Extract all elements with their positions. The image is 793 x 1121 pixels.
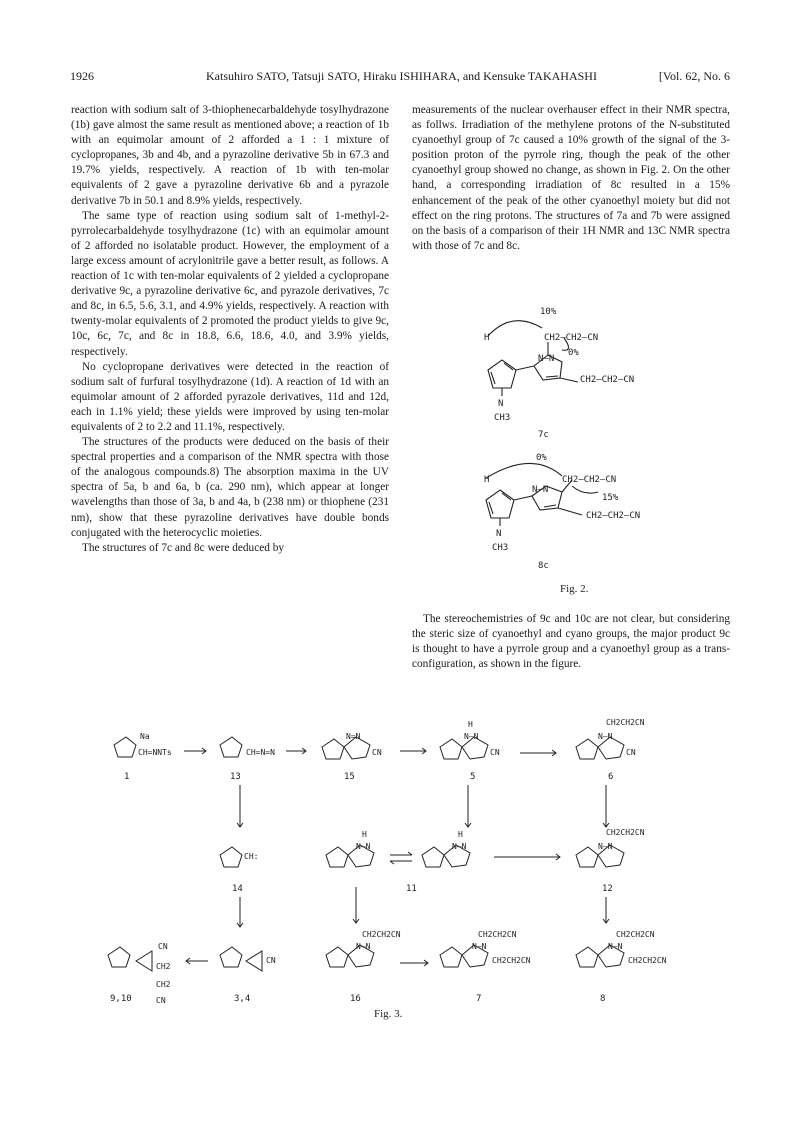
left-column <box>71 103 389 556</box>
na-label: Na <box>140 732 150 741</box>
chain-16-label: CH2CH2CN <box>362 930 401 939</box>
nn-5-label: N—N <box>464 732 479 741</box>
h-label-7c: H <box>484 333 490 343</box>
noe-15-label: 15% <box>602 493 619 503</box>
fig2-caption: Fig. 2. <box>560 583 589 595</box>
fig3-caption: Fig. 3. <box>374 1008 403 1020</box>
nn-label-8c: N—N <box>532 485 549 495</box>
nn-11a-label: N—N <box>356 842 371 851</box>
compound-label: 6 <box>608 772 614 782</box>
compound-label: 16 <box>350 994 361 1004</box>
ch3-label-8c: CH3 <box>492 543 509 553</box>
chain-top-7c: CH2—CH2—CN <box>544 333 599 343</box>
noe-10-label: 10% <box>540 307 557 317</box>
nn-16-label: N—N <box>356 942 371 951</box>
figure-2 <box>412 300 730 605</box>
compound-label: 9,10 <box>110 994 132 1004</box>
noe-0a-label: 0% <box>568 348 579 358</box>
left-paragraph-1: reaction with sodium salt of 3-thiophenecarbaldehyde tosylhydrazone (1b) gave almost the same result as mentioned above; a reaction of 1b with an equimolar amount of 2 afforded a 1 : 1 mixture of cyclopropanes, 3b and 4b, and a pyrazoline derivative 5b in 67.3 and 19.7% yields, respectively. A reaction of 1b with ten-molar equivalents of 2 gave a pyrazoline derivative 6b and a pyrazole derivative 7b in 50.1 and 8.9% yields, respectively. <box>71 104 389 207</box>
ch2b-9-label: CH2 <box>156 980 171 989</box>
label-7c: 7c <box>538 430 549 440</box>
chain-8-label: CH2CH2CN <box>616 930 655 939</box>
chain-right-7c: CH2—CH2—CN <box>580 375 635 385</box>
nn-7-label: N—N <box>472 942 487 951</box>
right-paragraph-1: measurements of the nuclear overhauser effect in their NMR spectra, as follws. Irradiation of the methylene protons of the N-substituted cyanoethyl group of 7c caused a 10% growth of the signal of the 3-position proton of the pyrrole ring, though the peak of the other cyanoethyl group showed no change, as shown in Fig. 2. On the other hand, a corresponding irradiation of 8c resulted in a 15% enhancement of the peak of the other cyanoethyl moiety but did not effect on the ring protons. The structures of 7a and 7b were assigned on the basis of a comparison of their 1H NMR and 13C NMR spectra with those of 7c and 8c. <box>412 104 730 252</box>
noe-0b-label: 0% <box>536 453 547 463</box>
ch2a-9-label: CH2 <box>156 962 171 971</box>
chain-top-8c: CH2—CH2—CN <box>562 475 617 485</box>
author-line: Katsuhiro SATO, Tatsuji SATO, Hiraku ISHIHARA, and Kensuke TAKAHASHI <box>206 69 597 83</box>
h-5-label: H <box>468 720 473 729</box>
h-label-8c: H <box>484 475 490 485</box>
cn-3-label: CN <box>266 956 276 965</box>
cn-9-label: CN <box>158 942 168 951</box>
left-paragraph-2: The same type of reaction using sodium salt of 1-methyl-2-pyrrolecarbaldehyde tosylhydrazone (1c) with an equimolar amount of 2 afforded no isolatable product. However, the employment of a large excess amount of acrylonitrile gave a better result, as follows. A reaction of 1c with ten-molar equivalents of 2 yielded a cyclopropane derivative 9c, a pyrazoline derivative 6c, and pyrazole derivatives, 7c and 8c, in 6.5, 5.6, 3.1, and 4.9% yields, respectively. A reaction with twenty-molar equivalents of 2 promoted the product yields to give 9c, 10c, 6c, 7c, and 8c in 18.8, 6.6, 18.6, 4.0, and 3.9% yields, respectively. <box>71 209 389 358</box>
page-number: 1926 <box>70 69 94 83</box>
volume-info: [Vol. 62, No. 6 <box>658 69 730 83</box>
chain-7b-label: CH2CH2CN <box>492 956 531 965</box>
compound-label: 5 <box>470 772 476 782</box>
compound-label: 11 <box>406 884 417 894</box>
n-label-7c: N <box>498 399 504 409</box>
nn-label-7c: N—N <box>538 354 555 364</box>
ch-nnts-label: CH=NNTs <box>138 748 172 757</box>
compound-label: 8 <box>600 994 606 1004</box>
compound-label: 7 <box>476 994 482 1004</box>
running-header <box>70 69 730 85</box>
nn-11b-label: N—N <box>452 842 467 851</box>
nn-15-label: N=N <box>346 732 361 741</box>
nn-6-label: N—N <box>598 732 613 741</box>
left-paragraph-4: The structures of the products were deduced on the basis of their spectral properties and a comparison of the NMR spectra with those of the analogous compounds.8) The absorption maxima in the UV spectra of 5a, b and 6a, b (ca. 290 nm), which appear at longer wavelengths than those of 3a, b and 4a, b (238 nm) or thiophene (231 nm), show that these pyrazoline derivatives have double bonds conjugated with the heterocyclic moieties. <box>71 436 389 539</box>
chain-8b-label: CH2CH2CN <box>628 956 667 965</box>
right-paragraph-2: The stereochemistries of 9c and 10c are not clear, but considering the steric size of cyanoethyl and cyano groups, the major product 9c is thought to have a pyrrole group and a cyanoethyl group as a trans-configuration, as shown in the figure. <box>412 613 730 671</box>
chain-12-label: CH2CH2CN <box>606 828 645 837</box>
h-11b-label: H <box>458 830 463 839</box>
chain-6-label: CH2CH2CN <box>606 718 645 727</box>
right-column <box>412 103 730 254</box>
compound-label: 15 <box>344 772 355 782</box>
compound-label: 14 <box>232 884 243 894</box>
compound-label: 1 <box>124 772 130 782</box>
compound-label: 12 <box>602 884 613 894</box>
nn-12-label: N—N <box>598 842 613 851</box>
cn-6-label: CN <box>626 748 636 757</box>
n-label-8c: N <box>496 529 502 539</box>
left-paragraph-3: No cyclopropane derivatives were detected in the reaction of sodium salt of furfural tosylhydrazone (1d). A reaction of 1d with an equimolar amount of 2 afforded pyrazole derivatives, 11d and 12d, each in 1.1% yield; these yields were improved by using ten-molar equivalents of 2 to 2.2 and 11.1%, respectively. <box>71 360 389 433</box>
chain-right-8c: CH2—CH2—CN <box>586 511 641 521</box>
cn-low-9-label: CN <box>156 996 166 1005</box>
right-column-bottom <box>412 612 730 672</box>
compound-label: 13 <box>230 772 241 782</box>
ch3-label-7c: CH3 <box>494 413 511 423</box>
chain-7-label: CH2CH2CN <box>478 930 517 939</box>
figure-3 <box>100 715 720 1025</box>
cn-5-label: CN <box>490 748 500 757</box>
compound-label: 3,4 <box>234 994 251 1004</box>
label-8c: 8c <box>538 561 549 571</box>
ch-nn-label: CH=N=N <box>246 748 275 757</box>
chdot-label: CH: <box>244 852 259 861</box>
nn-8-label: N—N <box>608 942 623 951</box>
cn-15-label: CN <box>372 748 382 757</box>
h-11a-label: H <box>362 830 367 839</box>
left-paragraph-5: The structures of 7c and 8c were deduced by <box>82 541 285 554</box>
